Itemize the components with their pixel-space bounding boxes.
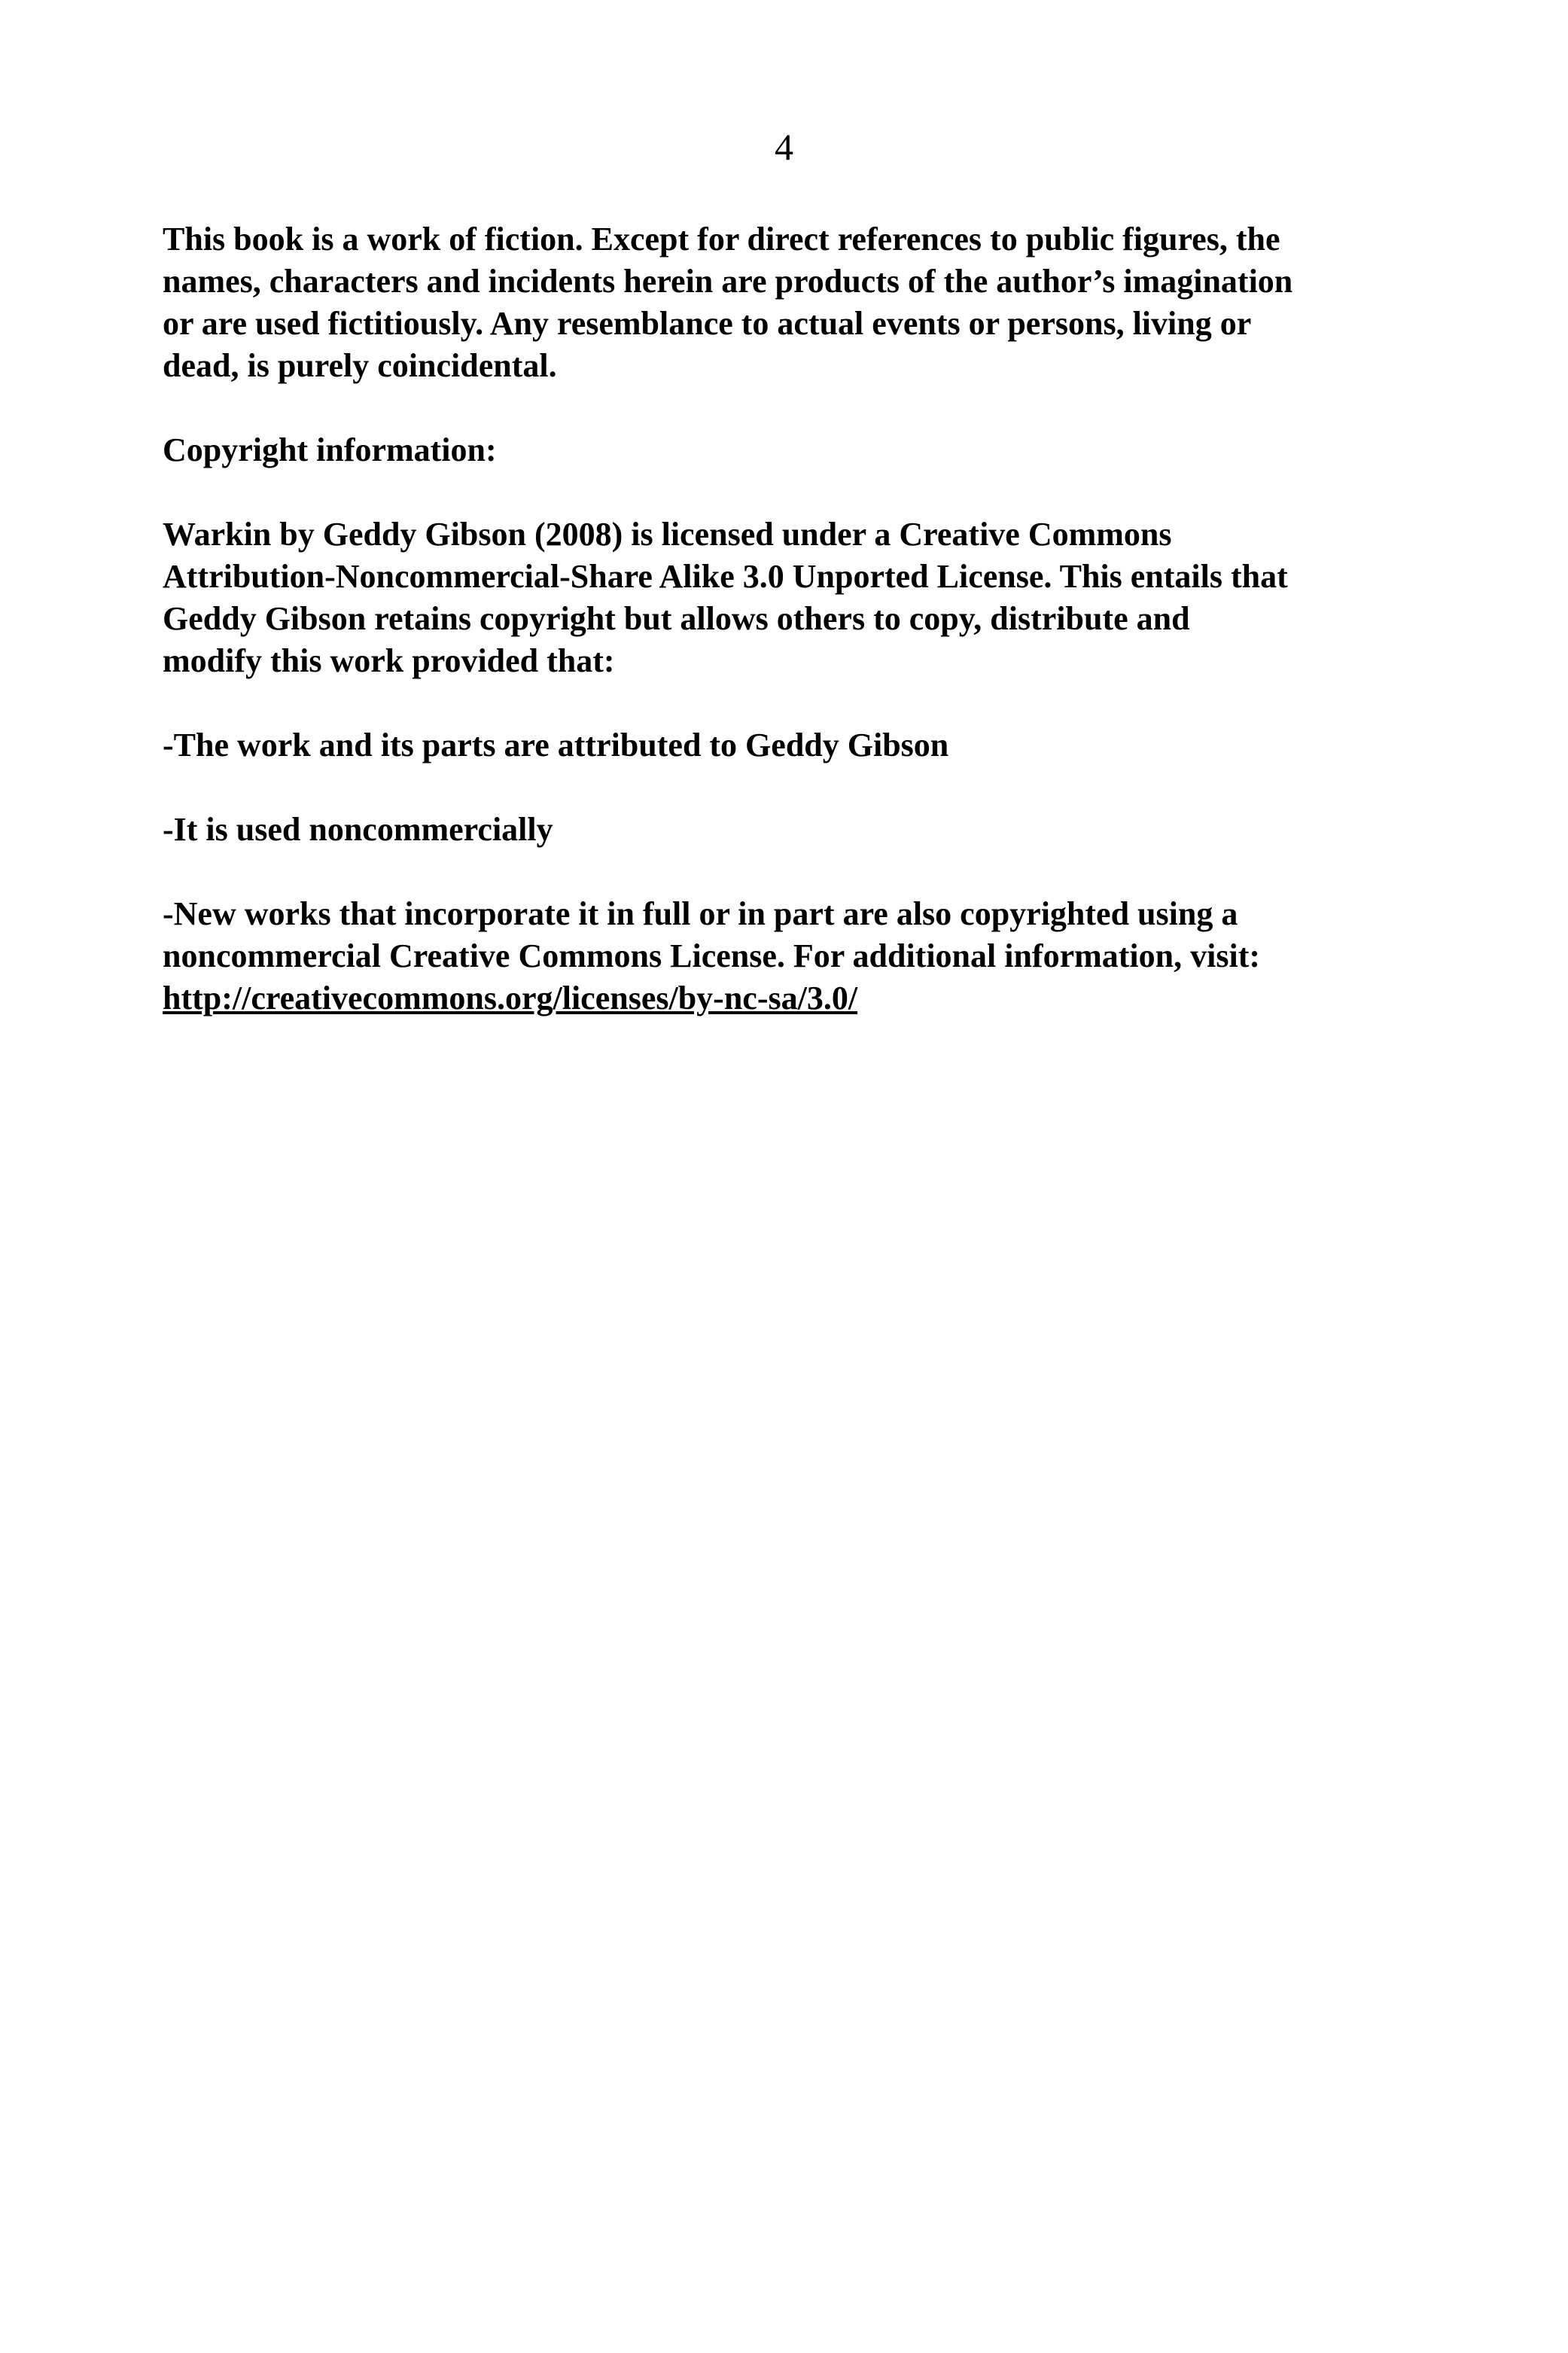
page-number: 4	[775, 126, 793, 168]
sharealike-line: -New works that incorporate it in full or in part are also copyrighted using a	[163, 895, 1238, 932]
copyright-heading	[163, 429, 1442, 471]
page-content	[163, 218, 1442, 1062]
license-line: Warkin by Geddy Gibson (2008) is licensed under a Creative Commons	[163, 516, 1172, 553]
condition-sharealike	[163, 893, 1442, 1020]
disclaimer-line: This book is a work of fiction. Except for direct references to public figures, the	[163, 221, 1280, 258]
sharealike-line: noncommercial Creative Commons License. For additional information, visit:	[163, 937, 1260, 974]
license-paragraph	[163, 514, 1442, 682]
disclaimer-line: dead, is purely coincidental.	[163, 347, 557, 384]
license-line: modify this work provided that:	[163, 642, 615, 679]
license-link-line	[163, 977, 1442, 1020]
copyright-heading-text: Copyright information:	[163, 431, 497, 468]
license-line: Attribution-Noncommercial-Share Alike 3.0 Unported License. This entails that	[163, 558, 1288, 595]
condition-attribution-text: -The work and its parts are attributed to Geddy Gibson	[163, 727, 949, 764]
condition-noncommercial	[163, 809, 1442, 851]
condition-attribution	[163, 724, 1442, 767]
license-line: Geddy Gibson retains copyright but allows others to copy, distribute and	[163, 600, 1190, 637]
fiction-disclaimer	[163, 218, 1442, 387]
condition-noncommercial-text: -It is used noncommercially	[163, 811, 553, 848]
disclaimer-line: names, characters and incidents herein are products of the author’s imagination	[163, 263, 1293, 300]
disclaimer-line: or are used fictitiously. Any resemblance to actual events or persons, living or	[163, 305, 1252, 342]
license-url-link[interactable]: http://creativecommons.org/licenses/by-nc-sa/3.0/	[163, 980, 858, 1016]
